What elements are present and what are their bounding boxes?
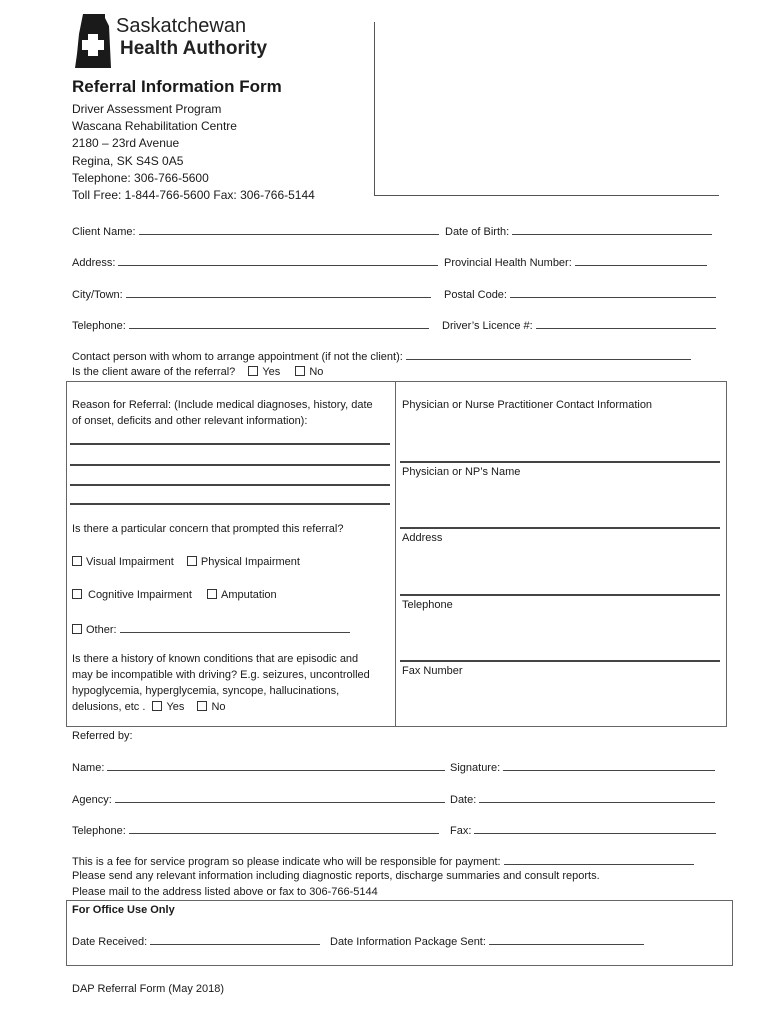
referrer-telephone-field[interactable] [72,823,439,837]
address-field[interactable] [72,255,438,269]
amputation-label: Amputation [221,589,277,601]
impairment-row-1 [72,556,300,568]
history-question-2: may be incompatible with driving? E.g. seizures, uncontrolled [72,669,370,681]
other-impairment-label: Other: [86,624,117,636]
postal-field[interactable] [444,287,716,301]
physician-fax-label: Fax Number [402,665,463,677]
physician-heading: Physician or Nurse Practitioner Contact Information [402,399,653,411]
reason-label-2: of onset, deficits and other relevant information): [72,415,308,427]
centre-name: Wascana Rehabilitation Centre [72,119,237,133]
other-impairment-row [72,622,350,636]
postal-label: Postal Code: [444,289,507,301]
physical-impairment-label: Physical Impairment [200,556,300,568]
referrer-fax-label: Fax: [450,825,472,837]
cognitive-impairment-label: Cognitive Impairment [88,589,192,601]
referrer-agency-field[interactable] [72,792,445,806]
physician-name-line[interactable] [400,461,720,463]
aware-no-label: No [309,366,324,378]
send-info-note: Please send any relevant information including diagnostic reports, discharge summaries and consult reports. [72,870,600,882]
reason-line-4[interactable] [70,503,390,505]
client-aware-label: Is the client aware of the referral? [72,366,236,378]
address-label: Address: [72,257,116,269]
reason-line-1[interactable] [70,443,390,445]
program-name: Driver Assessment Program [72,102,222,116]
referrer-agency-label: Agency: [72,794,112,806]
visual-impairment-checkbox[interactable] [72,556,82,566]
client-telephone-field[interactable] [72,318,429,332]
client-name-field[interactable] [72,224,439,238]
payment-note-field[interactable] [72,854,694,868]
licence-field[interactable] [442,318,716,332]
impairment-row-2 [72,589,277,601]
cognitive-impairment-checkbox[interactable] [72,589,82,599]
contact-person-field[interactable] [72,349,691,363]
amputation-checkbox[interactable] [207,589,217,599]
history-yes-label: Yes [166,701,185,713]
client-aware-row [72,366,323,378]
referrer-name-label: Name: [72,762,105,774]
phn-label: Provincial Health Number: [444,257,572,269]
referrer-telephone-label: Telephone: [72,825,126,837]
tollfree-info: Toll Free: 1-844-766-5600 Fax: 306-766-5144 [72,188,315,202]
reason-label-1: Reason for Referral: (Include medical diagnoses, history, date [72,399,373,411]
physical-impairment-checkbox[interactable] [187,556,197,566]
history-yes-checkbox[interactable] [152,701,162,711]
package-sent-label: Date Information Package Sent: [330,936,486,948]
city-label: City/Town: [72,289,123,301]
street-address: 2180 – 23rd Avenue [72,136,180,150]
date-received-field[interactable] [72,934,320,948]
package-sent-field[interactable] [330,934,644,948]
saskatchewan-province-logo-icon [75,14,111,68]
phn-field[interactable] [444,255,707,269]
referrer-date-label: Date: [450,794,477,806]
mail-note: Please mail to the address listed above or fax to 306-766-5144 [72,886,378,898]
history-no-checkbox[interactable] [197,701,207,711]
other-impairment-input[interactable] [120,622,350,633]
referrer-date-field[interactable] [450,792,715,806]
footer-form-id: DAP Referral Form (May 2018) [72,983,225,995]
city-field[interactable] [72,287,431,301]
telephone-info: Telephone: 306-766-5600 [72,171,209,185]
dob-field[interactable] [445,224,712,238]
page-title: Referral Information Form [72,77,282,96]
referred-by-heading: Referred by: [72,730,133,742]
referrer-name-field[interactable] [72,760,445,774]
history-question-3: hypoglycemia, hyperglycemia, syncope, hallucinations, [72,685,340,697]
referrer-signature-field[interactable] [450,760,715,774]
client-telephone-label: Telephone: [72,320,126,332]
physician-address-line[interactable] [400,527,720,529]
dob-label: Date of Birth: [445,226,510,238]
reason-line-3[interactable] [70,484,390,486]
org-name-line1: Saskatchewan [116,15,247,37]
referrer-fax-field[interactable] [450,823,716,837]
physician-name-label: Physician or NP’s Name [402,466,521,478]
office-use-heading: For Office Use Only [72,904,175,916]
date-received-label: Date Received: [72,936,148,948]
referrer-signature-label: Signature: [450,762,501,774]
other-impairment-checkbox[interactable] [72,624,82,634]
history-no-label: No [211,701,226,713]
history-question-row [72,701,226,713]
stamp-area [374,22,719,196]
city-address: Regina, SK S4S 0A5 [72,154,184,168]
payment-note: This is a fee for service program so please indicate who will be responsible for payment: [72,856,501,868]
history-question-1: Is there a history of known conditions that are episodic and [72,653,359,665]
client-name-label: Client Name: [72,226,136,238]
aware-yes-label: Yes [262,366,281,378]
concern-question: Is there a particular concern that prompted this referral? [72,523,344,535]
aware-no-checkbox[interactable] [295,366,305,376]
physician-telephone-line[interactable] [400,594,720,596]
org-name-line2: Health Authority [120,38,268,59]
physician-telephone-label: Telephone [402,599,453,611]
aware-yes-checkbox[interactable] [248,366,258,376]
physician-address-label: Address [402,532,443,544]
physician-fax-line[interactable] [400,660,720,662]
reason-line-2[interactable] [70,464,390,466]
licence-label: Driver’s Licence #: [442,320,533,332]
contact-person-label: Contact person with whom to arrange appointment (if not the client): [72,351,403,363]
visual-impairment-label: Visual Impairment [86,556,174,568]
history-question-4: delusions, etc . [72,701,146,713]
section-divider [395,381,396,726]
